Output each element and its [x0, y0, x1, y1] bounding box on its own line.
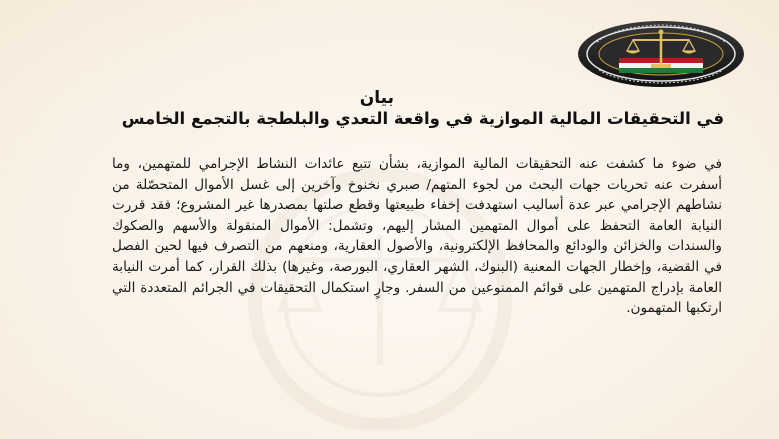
public-prosecution-emblem — [577, 20, 745, 88]
statement-title: في التحقيقات المالية الموازية في واقعة التعدي والبلطجة بالتجمع الخامس — [121, 109, 724, 128]
statement-heading — [64, 88, 724, 129]
statement-label: بيان — [359, 88, 394, 108]
statement-body: في ضوء ما كشفت عنه التحقيقات المالية الموازية، بشأن تتبع عائدات النشاط الإجرامي للمتهمين، وما أسفرت عنه تحريات جهات البحث من لجوء المتهم/ صبري نخنوخ وآخرين إلى غسل الأموال المتحصّلة من نشاطهم الإجرامي عبر عدة أساليب استهدفت إخفاء طبيعتها وقطع صلتها بمصدرها غير المشروع؛ فقد قررت النيابة العامة التحفظ على أموال المتهمين المشار إليهم، وتشمل: الأموال المنقولة والأسهم والصكوك والسندات والخزائن والودائع والمحافظ الإلكترونية، والأصول العقارية، ومنعهم من التصرف فيها لحين الفصل في القضية، وإخطار الجهات المعنية (البنوك، الشهر العقاري، البورصة، وغيرها) بذلك القرار، كما أمرت النيابة العامة بإدراج المتهمين على قوائم الممنوعين من السفر. وجارٍ استكمال التحقيقات في الجرائم المتعددة التي ارتكبها المتهمون. — [112, 156, 722, 317]
